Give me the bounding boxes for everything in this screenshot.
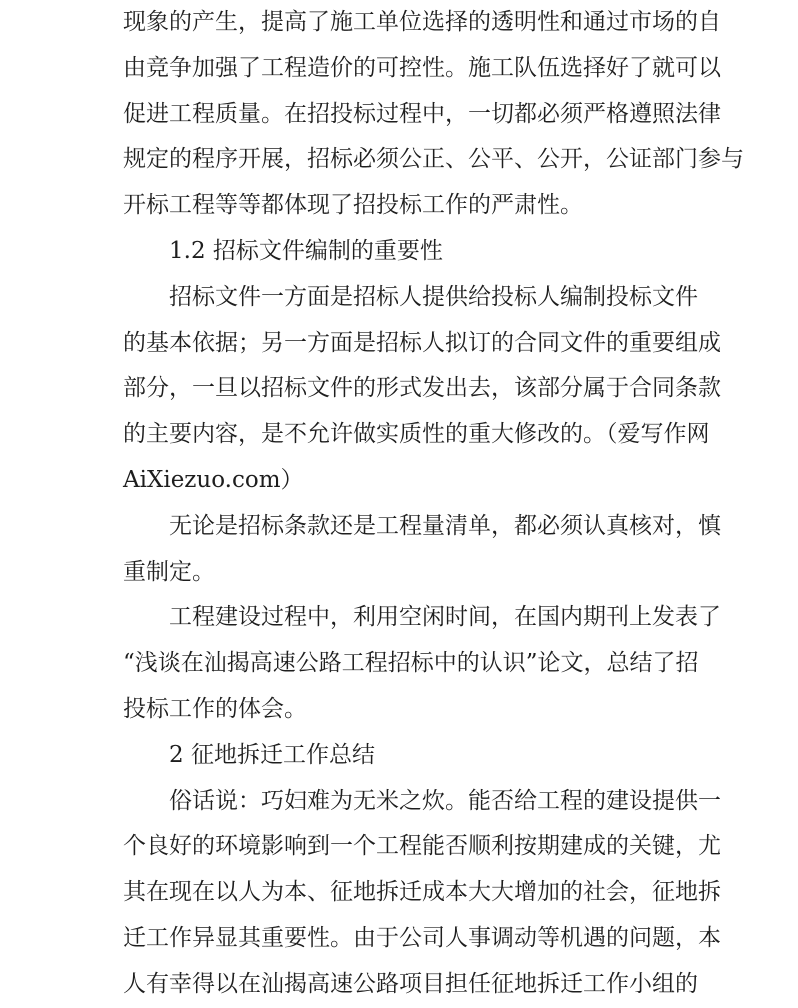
paragraph-line: AiXiezuo.com）: [123, 466, 304, 493]
paragraph-line: 无论是招标条款还是工程量清单，都必须认真核对，慎: [169, 512, 721, 539]
document-body: [123, 0, 744, 1008]
paragraph-line: 由竞争加强了工程造价的可控性。施工队伍选择好了就可以: [123, 54, 721, 81]
paragraph-line: 工程建设过程中，利用空闲时间，在国内期刊上发表了: [169, 604, 721, 631]
paragraph-line: 的主要内容，是不允许做实质性的重大修改的。（爱写作网: [123, 421, 710, 448]
paragraph-line: 人有幸得以在汕揭高速公路项目担任征地拆迁工作小组的: [123, 970, 698, 997]
section-heading-1-2: 1.2 招标文件编制的重要性: [169, 237, 443, 264]
paragraph-line: 迁工作异显其重要性。由于公司人事调动等机遇的问题，本: [123, 924, 721, 951]
paragraph-line: 其在现在以人为本、征地拆迁成本大大增加的社会，征地拆: [123, 879, 721, 906]
paragraph-line: 现象的产生，提高了施工单位选择的透明性和通过市场的自: [123, 9, 721, 35]
section-heading-2: 2 征地拆迁工作总结: [169, 741, 375, 768]
paragraph-line: 部分，一旦以招标文件的形式发出去，该部分属于合同条款: [123, 375, 721, 402]
paragraph-line: 招标文件一方面是招标人提供给投标人编制投标文件: [169, 283, 698, 310]
paragraph-line: 投标工作的体会。: [123, 695, 307, 722]
paragraph-line: 开标工程等等都体现了招投标工作的严肃性。: [123, 192, 583, 219]
paragraph-line: “浅谈在汕揭高速公路工程招标中的认识”论文，总结了招: [123, 650, 699, 677]
paragraph-line: 俗话说：巧妇难为无米之炊。能否给工程的建设提供一: [169, 787, 721, 814]
paragraph-line: 重制定。: [123, 558, 215, 585]
paragraph-line: 促进工程质量。在招投标过程中，一切都必须严格遵照法律: [123, 100, 721, 127]
paragraph-line: 的基本依据；另一方面是招标人拟订的合同文件的重要组成: [123, 329, 721, 356]
paragraph-line: 个良好的环境影响到一个工程能否顺利按期建成的关键，尤: [123, 833, 721, 860]
paragraph-line: 规定的程序开展，招标必须公正、公平、公开，公证部门参与: [123, 146, 744, 173]
